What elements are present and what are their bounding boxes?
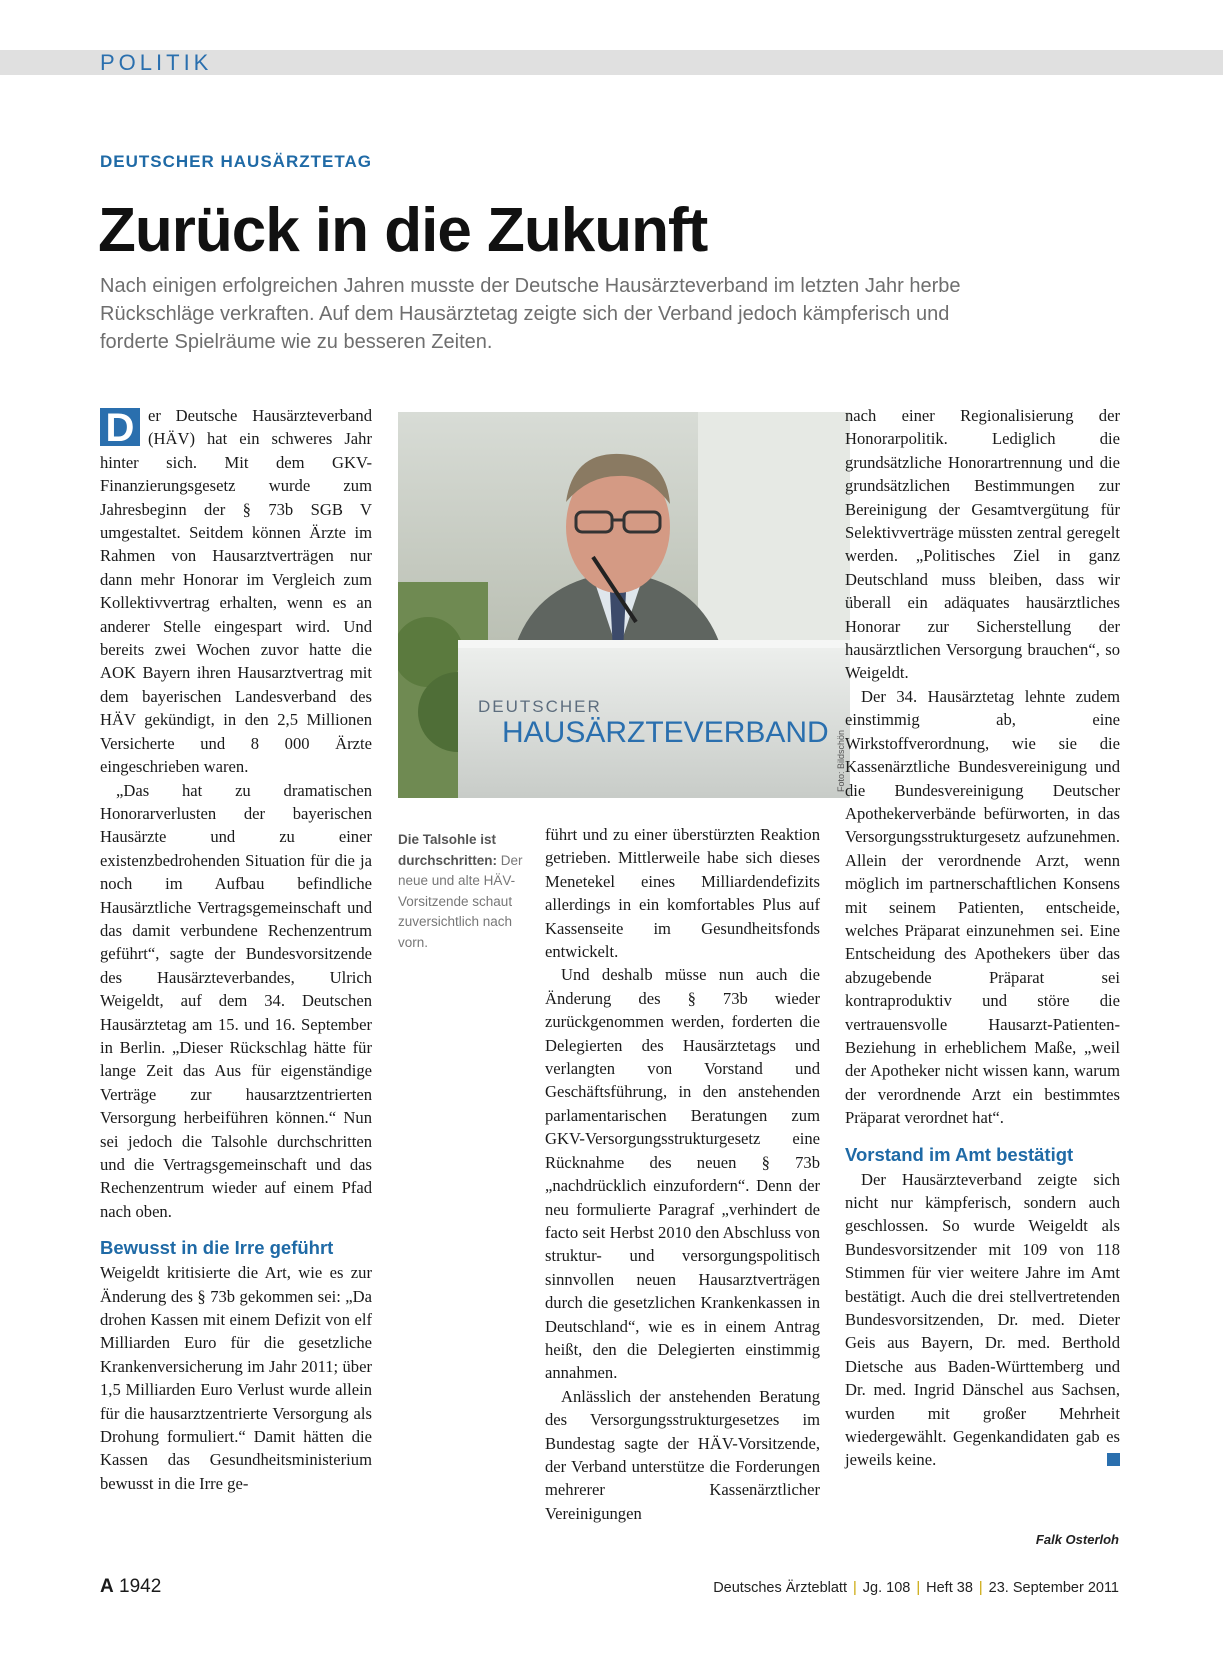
- caption-text: Der neue und alte HÄV-Vorsitzende schaut zuversichtlich nach vorn.: [398, 852, 523, 950]
- lectern-sign-line2: HAUSÄRZTEVERBAND: [502, 716, 829, 749]
- subheading: Vorstand im Amt bestätigt: [845, 1143, 1074, 1165]
- author-name: Falk Osterloh: [1035, 1532, 1119, 1547]
- paragraph: Weigeldt kritisierte die Art, wie es zur Änderung des § 73b gekommen sei: „Da drohen Kassen mit einem Defizit von elf Milliarden Euro für die gesetzliche Krankenversicherung im Jahr 2011; über 1,5 Milliarden Euro Verlust wurde allein für die hausarztzentrierte Versorgung als Drohung formuliert.“ Damit hätten die Kassen das Gesundheitsministerium bewusst in die Irre ge-: [100, 1263, 372, 1493]
- paragraph: D er Deutsche Hausärzteverband (HÄV) hat ein schweres Jahr hinter sich. Mit dem GKV-Finanzierungsgesetz wurde zum Jahresbeginn der § 73b SGB V umgestaltet. Seitdem können Ärzte im Rahmen von Hausarztverträgen nur dann mehr Honorar im Vergleich zum Kollektivvertrag erhalten, wenn es an anderer Stelle eingespart wird. Und bereits zwei Wochen zuvor hatte die AOK Bayern ihren Hausarztvertrag mit dem bayerischen Landesverband des HÄV gekündigt, in den 2,5 Millionen Versicherte und 8 000 Ärzte eingeschrieben waren.: [100, 406, 372, 777]
- speaker-illustration: [398, 412, 850, 798]
- lectern-sign-line1: DEUTSCHER: [478, 697, 602, 716]
- article-kicker: DEUTSCHER HAUSÄRZTETAG: [100, 152, 372, 171]
- journal-footer: Deutsches Ärzteblatt | Jg. 108 | Heft 38 | 23. September 2011: [713, 1580, 1119, 1596]
- journal-date: 23. September 2011: [988, 1580, 1119, 1596]
- photo-caption: [398, 830, 523, 953]
- drop-cap: D: [100, 408, 140, 446]
- paragraph: „Das hat zu dramatischen Honorarverlusten der bayerischen Hausärzte und zu einer existenzbedrohenden Situation für die ja noch im Aufbau befindliche Hausärztliche Vertragsgemeinschaft und das damit verbundene Rechenzentrum geführt“, sagte der Bundesvorsitzende des Hausärzteverbandes, Ulrich Weigeldt, auf dem 34. Deutschen Hausärztetag am 15. und 16. September in Berlin. „Dieser Rückschlag hätte für lange Zeit das Aus für eigenständige Verträge zur hausarztzentrierten Versorgung herbeiführen können.“ Nun sei jedoch die Talsohle durchschritten und die Vertragsgemeinschaft und das Rechenzentrum wieder auf einem Pfad nach oben.: [100, 780, 372, 1221]
- journal-issue: Heft 38: [926, 1580, 973, 1596]
- paragraph: Und deshalb müsse nun auch die Änderung des § 73b wieder zurückgenommen werden, forderten die Delegierten des Hausärztetags und verlangten von Vorstand und Geschäftsführung, in den anstehenden parlamentarischen Beratungen zum GKV-Versorgungsstrukturgesetz eine Rücknahme des neuen § 73b „nachdrücklich einzufordern“. Denn der neu formulierte Paragraf „verhindert de facto seit Herbst 2010 den Abschluss von struktur- und versorgungspolitisch sinnvollen neuen Hausarztverträgen durch die gesetzlichen Krankenkassen in Deutschland“, wie es in einem Antrag heißt, den die Delegierten einstimmig annahmen.: [545, 965, 820, 1383]
- caption-bold: Die Talsohle ist durchschritten:: [398, 832, 498, 868]
- article-column-2: [545, 823, 820, 1525]
- journal-name: Deutsches Ärzteblatt: [713, 1580, 847, 1596]
- section-label: POLITIK: [100, 50, 213, 75]
- paragraph: führt und zu einer überstürzten Reaktion getrieben. Mittlerweile habe sich dieses Menetekel eines Milliardendefizits allerdings in ein komfortables Plus auf Kassenseite im Gesundheitsfonds entwickelt.: [545, 825, 820, 962]
- article-headline: Zurück in die Zukunft: [98, 196, 708, 265]
- speaker-photo: [398, 412, 850, 798]
- page-number: A 1942: [100, 1576, 162, 1597]
- paragraph: Der 34. Hausärztetag lehnte zudem einstimmig ab, eine Wirkstoffverordnung, wie sie die Kassenärztliche Bundesvereinigung und die Bundesvereinigung Deutscher Apothekerverbände befürworten, in das Versorgungsstrukturgesetz aufzunehmen. Allein der verordnende Arzt, wenn möglich im partnerschaftlichen Konsens mit seinem Patienten, entscheide, welches Präparat einzunehmen sei. Eine Entscheidung des Apothekers über das abzugebende Präparat sei kontraproduktiv und störe die vertrauensvolle Hausarzt-Patienten-Beziehung in erheblichem Maße, „weil der Apotheker nicht wissen kann, warum der verordnende Arzt ein bestimmtes Präparat verordnet hat“.: [845, 686, 1120, 1128]
- end-mark-icon: [1107, 1453, 1120, 1466]
- section-bar: [0, 50, 1223, 75]
- paragraph: nach einer Regionalisierung der Honorarpolitik. Lediglich die grundsätzliche Honorartrennung und die grundsätzlichen Bestimmungen zur Bereinigung der Gesamtvergütung für Selektivverträge müssten zentral geregelt werden. „Politisches Ziel in ganz Deutschland muss bleiben, dass wir überall ein adäquates hausärztliches Honorar zur Sicherstellung der hausärztlichen Versorgung brauchen“, so Weigeldt.: [845, 406, 1120, 683]
- subheading: Bewusst in die Irre geführt: [100, 1237, 334, 1259]
- article-lead: Nach einigen erfolgreichen Jahren musste der Deutsche Hausärzteverband im letzten Jahr herbe Rückschläge verkraften. Auf dem Hausärztetag zeigte sich der Verband jedoch kämpferisch und forderte Spielräume wie zu besseren Zeiten.: [100, 275, 961, 353]
- article-column-1: [100, 404, 372, 1495]
- paragraph: Der Hausärzteverband zeigte sich nicht nur kämpferisch, sondern auch geschlossen. So wurde Weigeldt als Bundesvorsitzender mit 109 von 118 Stimmen für vier weitere Jahre im Amt bestätigt. Auch die drei stellvertretenden Bundesvorsitzenden, Dr. med. Dieter Geis aus Bayern, Dr. med. Berthold Dietsche aus Baden-Württemberg und Dr. med. Ingrid Dänschel aus Sachsen, wurden mit großer Mehrheit wiedergewählt. Gegenkandidaten gab es jeweils keine.: [845, 1169, 1120, 1470]
- article-column-3: [845, 404, 1120, 1472]
- photo-credit: Foto: Bildschön: [836, 729, 846, 792]
- journal-volume: Jg. 108: [862, 1580, 911, 1596]
- paragraph: Anlässlich der anstehenden Beratung des Versorgungsstrukturgesetzes im Bundestag sagte der HÄV-Vorsitzende, der Verband unterstütze die Forderungen mehrerer Kassenärztlicher Vereinigungen: [545, 1386, 820, 1523]
